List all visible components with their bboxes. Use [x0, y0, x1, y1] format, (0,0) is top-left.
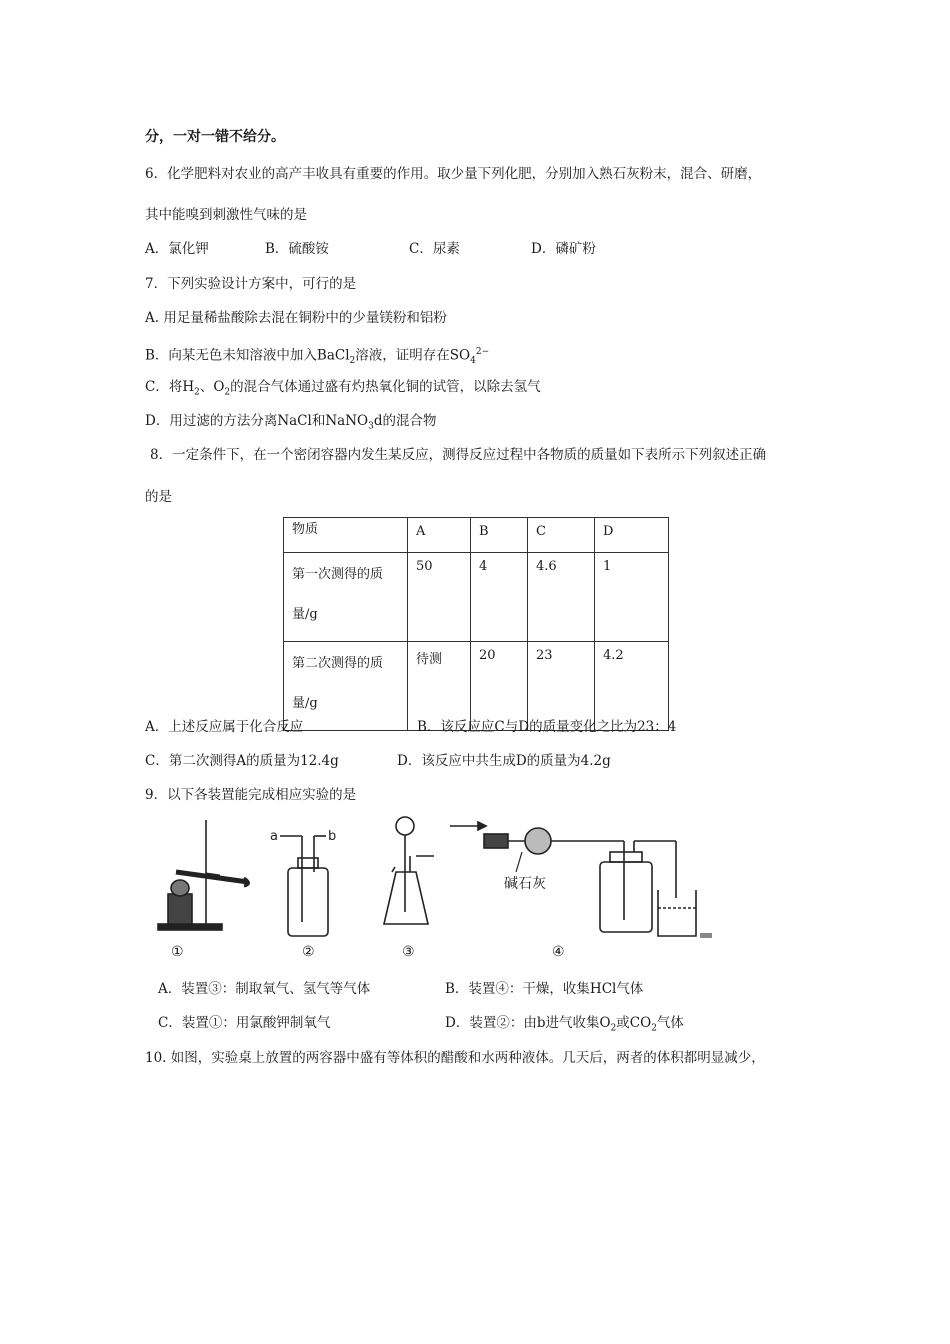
apparatus-figure — [148, 812, 718, 942]
table-cell: 4.6 — [528, 553, 595, 642]
q7-option-b: B．向某无色未知溶液中加入BaCl$_2$溶液，证明存在$SO_4^{2-}$ — [145, 347, 490, 367]
q6-stem-line1: 6．化学肥料对农业的高产丰收具有重要的作用。取少量下列化肥，分别加入熟石灰粉末，混合、研磨， — [145, 166, 762, 182]
apparatus-label-4: ④ — [552, 944, 565, 960]
table-cell: 20 — [471, 642, 528, 731]
apparatus-2-gas-bottle — [280, 836, 328, 936]
q7-option-d: D．用过滤的方法分离NaCl和NaNO$_3$d的混合物 — [145, 413, 437, 432]
q6-option-c: C．尿素 — [409, 241, 460, 257]
apparatus-label-2: ② — [302, 944, 315, 960]
table-row — [284, 553, 669, 642]
port-b-label: b — [328, 829, 337, 844]
q9-option-a: A．装置③：制取氧气、氢气等气体 — [158, 981, 371, 997]
q9-option-b: B．装置④：干燥，收集HCl气体 — [445, 981, 644, 997]
table-cell: 1 — [595, 553, 669, 642]
mass-table — [283, 517, 669, 731]
q6-stem-line2: 其中能嗅到刺激性气味的是 — [145, 207, 307, 223]
table-cell: 4 — [471, 553, 528, 642]
q8-option-d: D．该反应中共生成D的质量为4.2g — [397, 753, 611, 769]
table-header-cell: C — [528, 518, 595, 553]
apparatus-3-conical-flask — [384, 817, 434, 924]
apparatus-1-heating-setup — [158, 820, 249, 930]
table-cell: 第二次测得的质量/g — [284, 642, 408, 731]
q7-option-c: C．将$H_2$、$O_2$的混合气体通过盛有灼热氧化铜的试管，以除去氢气 — [145, 379, 541, 398]
q6-option-d: D．磷矿粉 — [531, 241, 596, 257]
table-header-cell: A — [408, 518, 471, 553]
soda-lime-label: 碱石灰 — [504, 876, 546, 892]
table-cell: 第一次测得的质量/g — [284, 553, 408, 642]
q6-option-b: B．硫酸铵 — [265, 241, 329, 257]
apparatus-label-3: ③ — [402, 944, 415, 960]
q8-stem-line2: 的是 — [145, 489, 172, 505]
q9-option-c: C．装置①：用氯酸钾制氧气 — [158, 1015, 331, 1031]
table-cell: 4.2 — [595, 642, 669, 731]
q8-stem-line1: 8．一定条件下，在一个密闭容器内发生某反应，测得反应过程中各物质的质量如下表所示下列叙述正确 — [150, 447, 767, 463]
table-header-cell: B — [471, 518, 528, 553]
q7-option-a: A. 用足量稀盐酸除去混在铜粉中的少量镁粉和铝粉 — [145, 310, 447, 326]
q10-stem-line1: 10. 如图，实验桌上放置的两容器中盛有等体积的醋酸和水两种液体。几天后，两者的体积都明显减少， — [145, 1050, 765, 1066]
table-header-row — [284, 518, 669, 553]
table-cell: 50 — [408, 553, 471, 642]
apparatus-label-1: ① — [171, 944, 184, 960]
q8-option-b: B．该反应应C与D的质量变化之比为23：4 — [417, 719, 677, 735]
table-cell: 待测 — [408, 642, 471, 731]
apparatus-4-drying-collection — [450, 822, 696, 936]
q9-option-d: D．装置②：由b进气收集$O_2$或$CO_2$气体 — [445, 1015, 684, 1034]
table-cell: 23 — [528, 642, 595, 731]
q6-option-a: A．氯化钾 — [145, 241, 209, 257]
table-header-cell: 物质 — [284, 518, 408, 553]
q8-option-a: A．上述反应属于化合反应 — [145, 719, 304, 735]
q7-stem: 7．下列实验设计方案中，可行的是 — [145, 276, 357, 292]
table-header-cell: D — [595, 518, 669, 553]
q9-stem: 9．以下各装置能完成相应实验的是 — [145, 787, 357, 803]
header-fragment: 分，一对一错不给分。 — [145, 129, 285, 145]
port-a-label: a — [270, 829, 278, 844]
q8-option-c: C．第二次测得A的质量为12.4g — [145, 753, 339, 769]
